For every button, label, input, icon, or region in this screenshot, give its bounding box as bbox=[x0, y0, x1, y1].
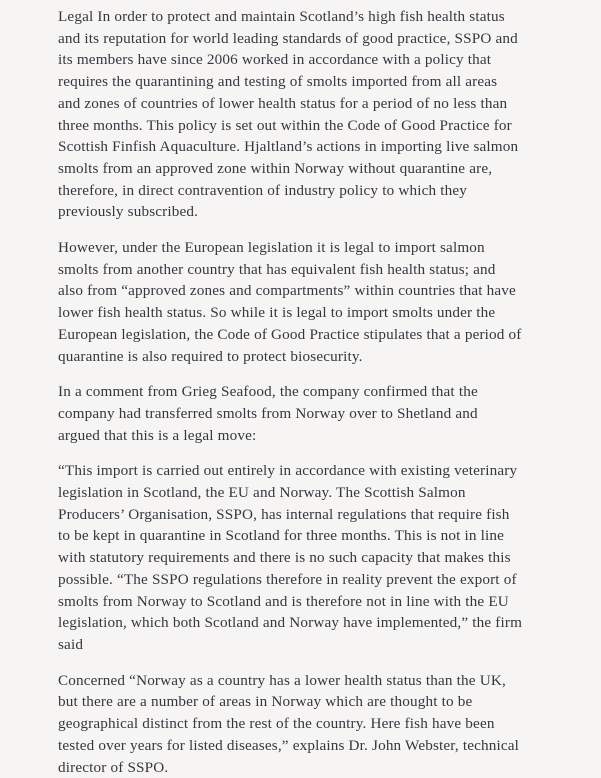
article-paragraph: Legal In order to protect and maintain Scotland’s high fish health status and its reputation for world leading standards of good practice, SSPO and its members have since 2006 worked in accordance with a policy that requires the quarantining and testing of smolts imported from all areas and zones of countries of lower health status for a period of no less than three months. This policy is set out within the Code of Good Practice for Scottish Finfish Aquaculture. Hjaltland’s actions in importing live salmon smolts from an approved zone within Norway without quarantine are, therefore, in direct contravention of industry policy to which they previously subscribed. bbox=[58, 8, 519, 221]
article-paragraph: However, under the European legislation it is legal to import salmon smolts from another country that has equivalent fish health status; and also from “approved zones and compartments” within countries that have lower fish health status. So while it is legal to import smolts under the European legislation, the Code of Good Practice stipulates that a period of quarantine is also required to protect biosecurity. bbox=[58, 239, 522, 365]
article-paragraph: Concerned “Norway as a country has a lower health status than the UK, but there are a number of areas in Norway which are thought to be geographical distinct from the rest of the country. Here fish have been tested over years for listed diseases,” explains Dr. John Webster, technical director of SSPO. bbox=[58, 671, 520, 776]
article-body bbox=[58, 6, 523, 778]
article-paragraph: In a comment from Grieg Seafood, the company confirmed that the company had transferred smolts from Norway over to Shetland and argued that this is a legal move: bbox=[58, 383, 478, 444]
article-paragraph: “This import is carried out entirely in accordance with existing veterinary legislation in Scotland, the EU and Norway. The Scottish Salmon Producers’ Organisation, SSPO, has internal regulations that require fish to be kept in quarantine in Scotland for three months. This is not in line with statutory requirements and there is no such capacity that makes this possible. “The SSPO regulations therefore in reality prevent the export of smolts from Norway to Scotland and is therefore not in line with the EU legislation, which both Scotland and Norway have implemented,” the firm said bbox=[58, 462, 523, 653]
